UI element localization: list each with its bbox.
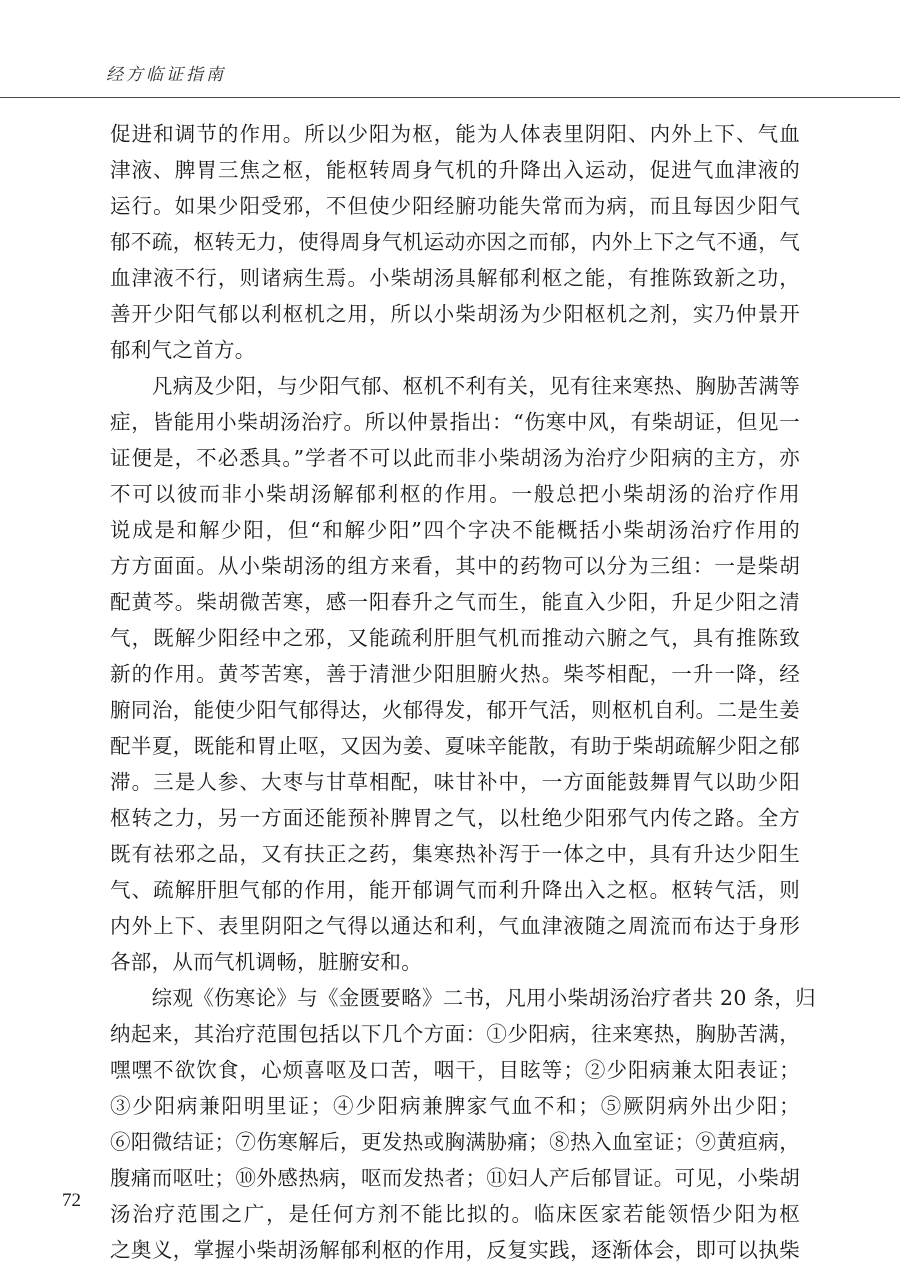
text-line: 之奥义，掌握小柴胡汤解郁利枢的作用，反复实践，逐渐体会，即可以执柴: [110, 1238, 800, 1262]
text-line: 配半夏，既能和胃止呕，又因为姜、夏味辛能散，有助于柴胡疏解少阳之郁: [110, 734, 800, 758]
text-line: 各部，从而气机调畅，脏腑安和。: [110, 950, 422, 974]
text-line: ③少阳病兼阳明里证；④少阳病兼脾家气血不和；⑤厥阴病外出少阳；: [110, 1094, 800, 1118]
text-line: 说成是和解少阳，但“和解少阳”四个字决不能概括小柴胡汤治疗作用的: [110, 518, 800, 542]
running-header: 经方临证指南: [106, 65, 226, 85]
text-line: 综观《伤寒论》与《金匮要略》二书，凡用小柴胡汤治疗者共 20 条，归: [110, 986, 816, 1010]
text-line: 方方面面。从小柴胡汤的组方来看，其中的药物可以分为三组：一是柴胡: [110, 554, 800, 578]
text-line: 内外上下、表里阴阳之气得以通达和利，气血津液随之周流而布达于身形: [110, 914, 800, 938]
text-line: 运行。如果少阳受邪，不但使少阳经腑功能失常而为病，而且每因少阳气: [110, 194, 800, 218]
text-line: 凡病及少阳，与少阳气郁、枢机不利有关，见有往来寒热、胸胁苦满等: [110, 374, 800, 398]
header-rule: [0, 97, 900, 98]
page-number: 72: [62, 1190, 81, 1211]
text-line: 证便是，不必悉具。”学者不可以此而非小柴胡汤为治疗少阳病的主方，亦: [110, 446, 800, 470]
text-line: 既有祛邪之品，又有扶正之药，集寒热补泻于一体之中，具有升达少阳生: [110, 842, 800, 866]
text-line: 促进和调节的作用。所以少阳为枢，能为人体表里阴阳、内外上下、气血: [110, 122, 800, 146]
text-line: 嘿嘿不欲饮食，心烦喜呕及口苦，咽干，目眩等；②少阳病兼太阳表证；: [110, 1058, 800, 1082]
text-line: 汤治疗范围之广，是任何方剂不能比拟的。临床医家若能领悟少阳为枢: [110, 1202, 800, 1226]
text-line: 枢转之力，另一方面还能预补脾胃之气，以杜绝少阳邪气内传之路。全方: [110, 806, 800, 830]
text-line: 滞。三是人参、大枣与甘草相配，味甘补中，一方面能鼓舞胃气以助少阳: [110, 770, 800, 794]
text-line: 腑同治，能使少阳气郁得达，火郁得发，郁开气活，则枢机自利。二是生姜: [110, 698, 800, 722]
text-line: 善开少阳气郁以利枢机之用，所以小柴胡汤为少阳枢机之剂，实乃仲景开: [110, 302, 800, 326]
text-line: 郁不疏，枢转无力，使得周身气机运动亦因之而郁，内外上下之气不通，气: [110, 230, 800, 254]
text-line: 症，皆能用小柴胡汤治疗。所以仲景指出：“伤寒中风，有柴胡证，但见一: [110, 410, 800, 434]
text-line: 津液、脾胃三焦之枢，能枢转周身气机的升降出入运动，促进气血津液的: [110, 158, 800, 182]
text-line: 气、疏解肝胆气郁的作用，能开郁调气而利升降出入之枢。枢转气活，则: [110, 878, 800, 902]
text-line: 腹痛而呕吐；⑩外感热病，呕而发热者；⑪妇人产后郁冒证。可见，小柴胡: [110, 1166, 800, 1190]
text-line: 新的作用。黄芩苦寒，善于清泄少阳胆腑火热。柴芩相配，一升一降，经: [110, 662, 800, 686]
text-line: ⑥阳微结证；⑦伤寒解后，更发热或胸满胁痛；⑧热入血室证；⑨黄疸病，: [110, 1130, 800, 1154]
body-text: [110, 116, 816, 1268]
text-line: 郁利气之首方。: [110, 338, 256, 362]
text-line: 血津液不行，则诸病生焉。小柴胡汤具解郁利枢之能，有推陈致新之功，: [110, 266, 800, 290]
text-line: 纳起来，其治疗范围包括以下几个方面：①少阳病，往来寒热，胸胁苦满，: [110, 1022, 800, 1046]
text-line: 不可以彼而非小柴胡汤解郁利枢的作用。一般总把小柴胡汤的治疗作用: [110, 482, 800, 506]
text-line: 气，既解少阳经中之邪，又能疏利肝胆气机而推动六腑之气，具有推陈致: [110, 626, 800, 650]
text-line: 配黄芩。柴胡微苦寒，感一阳春升之气而生，能直入少阳，升足少阳之清: [110, 590, 800, 614]
